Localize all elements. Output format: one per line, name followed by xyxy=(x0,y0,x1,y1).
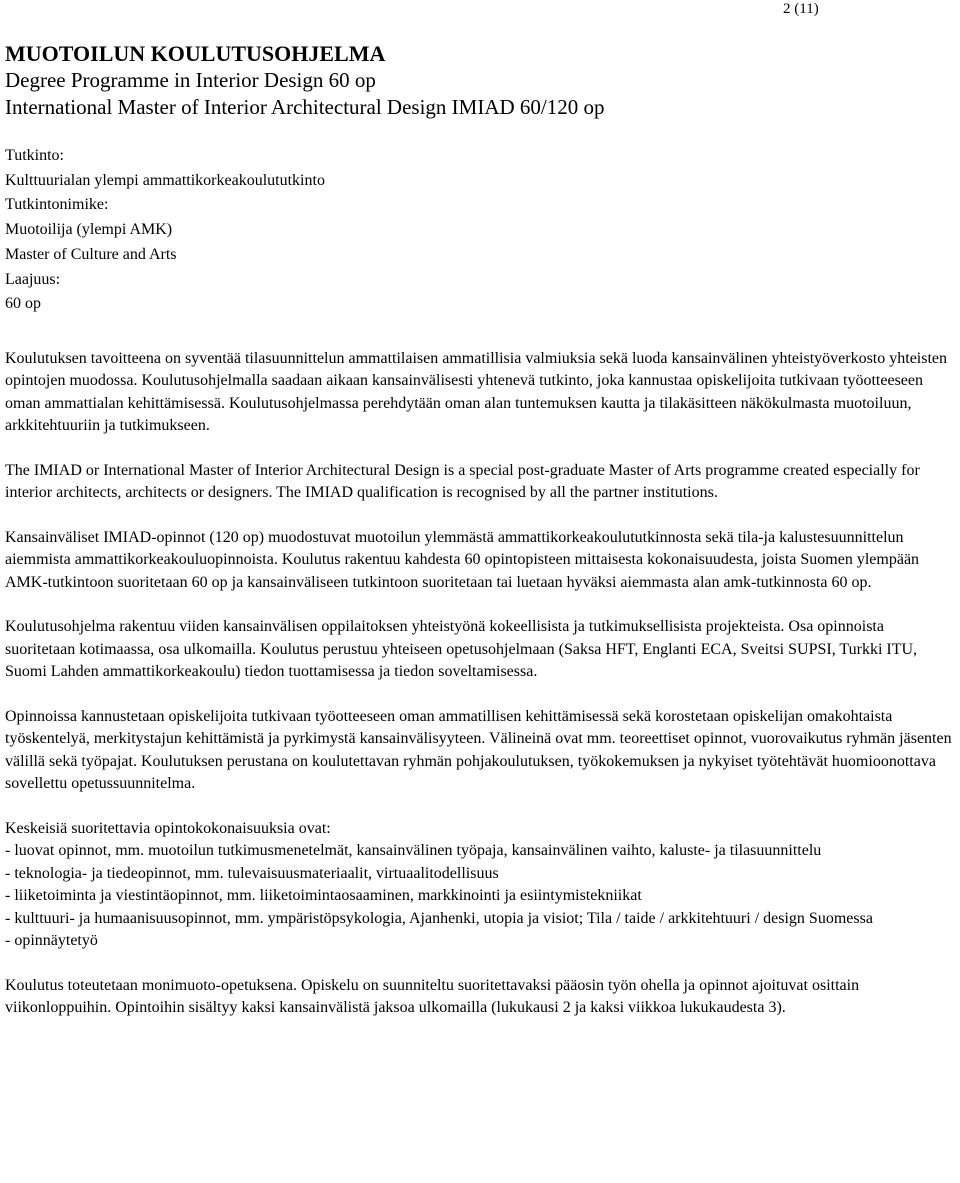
document-subtitle-1: Degree Programme in Interior Design 60 op xyxy=(5,68,376,92)
paragraph-imiad-english: The IMIAD or International Master of Interior Architectural Design is a special post-graduate Master of Arts programme created especially for interior architects, architects or designers. The IMIAD qualification is recognised by all the partner institutions. xyxy=(5,461,920,502)
document-title: MUOTOILUN KOULUTUSOHJELMA xyxy=(5,41,386,66)
list-item: - teknologia- ja tiedeopinnot, mm. tulevaisuusmateriaalit, virtuaalitodellisuus xyxy=(5,864,499,882)
paragraph-imiad-structure: Kansainväliset IMIAD-opinnot (120 op) muodostuvat muotoilun ylemmästä ammattikorkeakoulututkinnosta sekä tila-ja kalustesuunnittelun aiemmista ammattikorkeakouluopinnoista. Koulutus rakentuu kahdesta 60 opintopisteen mittaisesta kokonaisuudesta, joista Suomen ylempään AMK-tutkintoon suoritetaan 60 op ja kansainväliseen tutkintoon suoritetaan tai luetaan hyväksi aiemmasta alan amk-tutkinnosta 60 op. xyxy=(5,528,920,591)
list-item: - liiketoiminta ja viestintäopinnot, mm. liiketoimintaosaaminen, markkinointi ja esiintymistekniikat xyxy=(5,887,642,905)
tutkintonimike-value-2: Master of Culture and Arts xyxy=(5,245,177,263)
study-units-section xyxy=(5,818,955,953)
document-subtitle-2: International Master of Interior Architectural Design IMIAD 60/120 op xyxy=(5,95,605,119)
list-item: - kulttuuri- ja humaanisuusopinnot, mm. ympäristöpsykologia, Ajanhenki, utopia ja visiot; Tila / taide / arkkitehtuuri / design Suomessa xyxy=(5,909,873,927)
laajuus-value: 60 op xyxy=(5,295,41,313)
tutkintonimike-label: Tutkintonimike: xyxy=(5,196,109,214)
list-item: - luovat opinnot, mm. muotoilun tutkimusmenetelmät, kansainvälinen työpaja, kansainvälinen vaihto, kaluste- ja tilasuunnittelu xyxy=(5,842,822,860)
study-units-intro: Keskeisiä suoritettavia opintokokonaisuuksia ovat: xyxy=(5,819,331,837)
paragraph-goals: Koulutuksen tavoitteena on syventää tilasuunnittelun ammattilaisen ammatillisia valmiuksia sekä luoda kansainvälinen yhteistyöverkosto yhteisten opintojen muodossa. Koulutusohjelmalla saadaan aikaan kansainvälisesti yhtenevä tutkinto, joka kannustaa opiskelijoita tutkivaan työotteeseen oman ammattialan kehittämisessä. Koulutusohjelmassa perehdytään oman alan tuntemuksen kautta ja tilakäsitteen näkökulmasta muotoiluun, arkkitehtuuriin ja tutkimukseen. xyxy=(5,349,948,435)
paragraph-delivery: Koulutus toteutetaan monimuoto-opetuksena. Opiskelu on suunniteltu suoritettavaksi pääosin työn ohella ja opinnot ajoituvat osittain viikonloppuihin. Opintoihin sisältyy kaksi kansainvälistä jaksoa ulkomailla (lukukausi 2 ja kaksi viikkoa lukukaudesta 3). xyxy=(5,976,860,1017)
degree-info xyxy=(5,144,955,317)
laajuus-label: Laajuus: xyxy=(5,270,61,288)
list-item: - opinnäytetyö xyxy=(5,932,98,950)
tutkintonimike-value-1: Muotoilija (ylempi AMK) xyxy=(5,221,173,239)
paragraph-methods: Opinnoissa kannustetaan opiskelijoita tutkivaan työotteeseen oman ammatillisen kehittämisessä sekä korostetaan opiskelijan omakohtaista työskentelyä, merkitystajun kehittämistä ja pyrkimystä kansainvälisyyteen. Välineinä ovat mm. teoreettiset opinnot, vuorovaikutus ryhmän jäsenten välillä sekä työpajat. Koulutuksen perustana on koulutettavan ryhmän pohjakoulutuksen, työkokemuksen ja nykyiset työtehtävät huomioonottava sovellettu opetussuunnitelma. xyxy=(5,707,952,793)
page-number: 2 (11) xyxy=(783,1,819,17)
study-units-list xyxy=(5,840,955,953)
tutkinto-value: Kulttuurialan ylempi ammattikorkeakoulututkinto xyxy=(5,171,325,189)
tutkinto-label: Tutkinto: xyxy=(5,147,64,164)
document-content xyxy=(5,41,955,1020)
paragraph-partners: Koulutusohjelma rakentuu viiden kansainvälisen oppilaitoksen yhteistyönä kokeellisista ja tutkimuksellisista projekteista. Osa opinnoista suoritetaan kotimaassa, osa ulkomailla. Koulutus perustuu yhteiseen opetusohjelmaan (Saksa HFT, Englanti ECA, Sveitsi SUPSI, Turkki ITU, Suomi Lahden ammattikorkeakoulu) tiedon tuottamisessa ja tiedon soveltamisessa. xyxy=(5,618,918,681)
